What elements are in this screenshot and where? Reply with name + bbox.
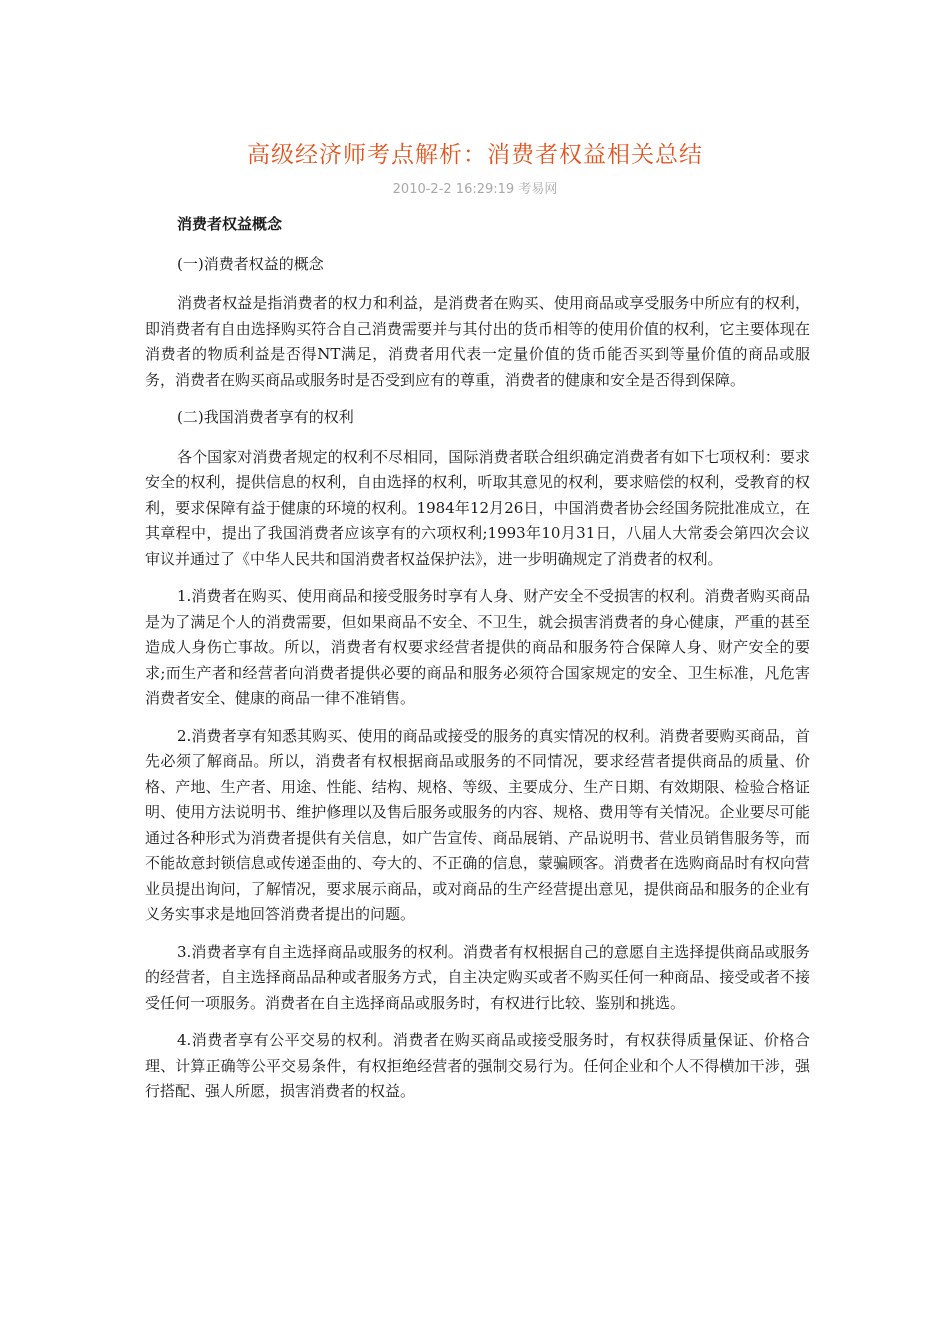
article-body	[145, 212, 810, 1117]
article-meta: 2010-2-2 16:29:19 考易网	[392, 182, 558, 197]
rights-item-3: 3.消费者享有自主选择商品或服务的权利。消费者有权根据自己的意愿自主选择提供商品或服务的经营者，自主选择商品品种或者服务方式，自主决定购买或者不购买任何一种商品、接受或者不接受任何一项服务。消费者在自主选择商品或服务时，有权进行比较、鉴别和挑选。	[145, 942, 810, 1012]
subheading-rights: (二)我国消费者享有的权利	[177, 408, 354, 426]
article-title: 高级经济师考点解析：消费者权益相关总结	[247, 142, 703, 168]
subheading-concept: (一)消费者权益的概念	[177, 254, 324, 273]
rights-item-1: 1.消费者在购买、使用商品和接受服务时享有人身、财产安全不受损害的权利。消费者购买商品是为了满足个人的消费需要，但如果商品不安全、不卫生，就会损害消费者的身心健康，严重的甚至造成人身伤亡事故。所以，消费者有权要求经营者提供的商品和服务符合保障人身、财产安全的要求;而生产者和经营者向消费者提供必要的商品和服务必须符合国家规定的安全、卫生标准，凡危害消费者安全、健康的商品一律不准销售。	[145, 587, 810, 707]
paragraph-concept: 消费者权益是指消费者的权力和利益，是消费者在购买、使用商品或享受服务中所应有的权利，即消费者有自由选择购买符合自己消费需要并与其付出的货币相等的使用价值的权利，它主要体现在消费者的物质利益是否得NT满足，消费者用代表一定量价值的货币能否买到等量价值的商品或服务，消费者在购买商品或服务时是否受到应有的尊重，消费者的健康和安全是否得到保障。	[145, 294, 810, 389]
rights-item-2: 2.消费者享有知悉其购买、使用的商品或接受的服务的真实情况的权利。消费者要购买商品，首先必须了解商品。所以，消费者有权根据商品或服务的不同情况，要求经营者提供商品的质量、价格、产地、生产者、用途、性能、结构、规格、等级、主要成分、生产日期、有效期限、检验合格证明、使用方法说明书、维护修理以及售后服务或服务的内容、规格、费用等有关情况。企业要尽可能通过各种形式为消费者提供有关信息，如广告宣传、商品展销、产品说明书、营业员销售服务等，而不能故意封锁信息或传递歪曲的、夸大的、不正确的信息，蒙骗顾客。消费者在选购商品时有权向营业员提出询问，了解情况，要求展示商品，或对商品的生产经营提出意见，提供商品和服务的企业有义务实事求是地回答消费者提出的问题。	[145, 726, 810, 923]
paragraph-rights: 各个国家对消费者规定的权利不尽相同，国际消费者联合组织确定消费者有如下七项权利：要求安全的权利，提供信息的权利，自由选择的权利，听取其意见的权利，要求赔偿的权利，受教育的权利，要求保障有益于健康的环境的权利。1984年12月26日，中国消费者协会经国务院批准成立，在其章程中，提出了我国消费者应该享有的六项权利;1993年10月31日，八届人大常委会第四次会议审议并通过了《中华人民共和国消费者权益保护法》，进一步明确规定了消费者的权利。	[145, 447, 810, 568]
section-heading: 消费者权益概念	[177, 215, 283, 233]
rights-item-4: 4.消费者享有公平交易的权利。消费者在购买商品或接受服务时，有权获得质量保证、价格合理、计算正确等公平交易条件，有权拒绝经营者的强制交易行为。任何企业和个人不得横加干涉，强行搭配、强人所愿，损害消费者的权益。	[145, 1031, 810, 1100]
